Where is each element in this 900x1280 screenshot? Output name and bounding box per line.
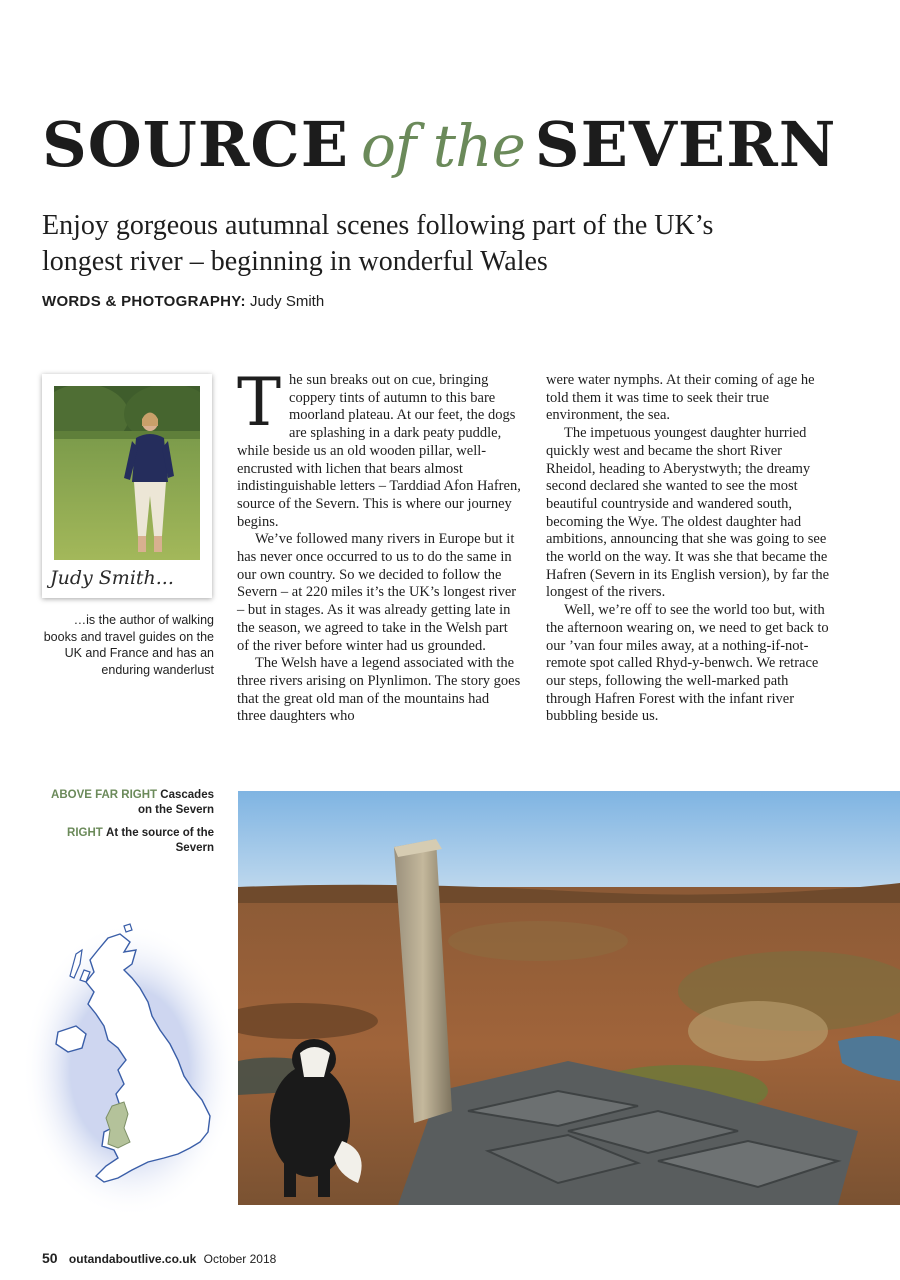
page-footer [42, 1250, 276, 1266]
byline-name: Judy Smith [249, 293, 325, 310]
author-photo [54, 386, 200, 560]
byline-label: WORDS & PHOTOGRAPHY: [42, 293, 246, 310]
headline [42, 108, 892, 208]
caption-right [42, 826, 214, 855]
paragraph-1-text: he sun breaks out on cue, bringing coppery tints of autumn to this bare moorland plateau. At our feet, the dogs are splashing in a dark peaty puddle, while beside us an old wooden pillar, well-encrusted with lichen that bears almost indistinguishable letters – Tarddiad Afon Hafren, source of the Severn. This is where our journey begins. [237, 372, 521, 530]
article-column-1 [237, 364, 521, 726]
byline [42, 293, 324, 310]
author-photo-card [42, 374, 212, 598]
photo-captions [42, 788, 214, 864]
article-paragraph-3: The Welsh have a legend associated with the three rivers arising on Plynlimon. The story goes that the great old man of the mountains had three daughters who [237, 655, 521, 725]
article-paragraph-4: The impetuous youngest daughter hurried quickly west and became the short River Rheidol, heading to Aberystwyth; the dreamy second declared she wanted to see the most beautiful countryside and wandered south, becoming the Wye. The oldest daughter had ambitions, announcing that she was going to see the world on the way. It was she that became the Hafren (Severn in its English version), by far the longest of the rivers. [546, 425, 830, 601]
author-bio: …is the author of walking books and travel guides on the UK and France and has an enduring wanderlust [43, 613, 214, 677]
headline-word-source: SOURCE [42, 108, 349, 181]
caption-text: At the source of the Severn [106, 827, 214, 854]
article-column-2 [546, 372, 830, 726]
website: outandaboutlive.co.uk [68, 1252, 197, 1266]
standfirst: Enjoy gorgeous autumnal scenes following part of the UK’s longest river – beginning in wonderful Wales [42, 210, 714, 277]
article-paragraph-3-continued: were water nymphs. At their coming of age he told them it was time to seek their true environment, the sea. [546, 372, 815, 424]
author-signature: Judy Smith... [50, 567, 174, 589]
caption-text: Cascades on the Severn [137, 789, 214, 816]
headline-script: of the [360, 112, 525, 180]
headline-word-severn: SEVERN [534, 108, 837, 181]
article-paragraph-1 [237, 364, 521, 531]
drop-cap: T [237, 364, 282, 441]
caption-label: ABOVE FAR RIGHT [51, 789, 158, 801]
caption-label: RIGHT [67, 827, 103, 839]
main-photo-source-marker [238, 791, 900, 1205]
page-number: 50 [42, 1250, 58, 1266]
issue-date: October 2018 [203, 1252, 277, 1266]
article-paragraph-5: Well, we’re off to see the world too but, with the afternoon wearing on, we need to get back to our ’van four miles away, at a nothing-if-not-remote spot called Rhyd-y-benwch. We retrace our steps, following the well-marked path through Hafren Forest with the infant river bubbling beside us. [546, 602, 829, 725]
uk-locator-map [20, 920, 240, 1220]
article-paragraph-2: We’ve followed many rivers in Europe but it has never once occurred to us to do the same in our own country. So we decided to follow the Severn – at 220 miles it’s the UK’s longest river – but in stages. As it was already getting late in the season, we agreed to take in the Welsh part of the river before winter had us grounded. [237, 531, 517, 654]
caption-above-far-right [42, 788, 214, 817]
